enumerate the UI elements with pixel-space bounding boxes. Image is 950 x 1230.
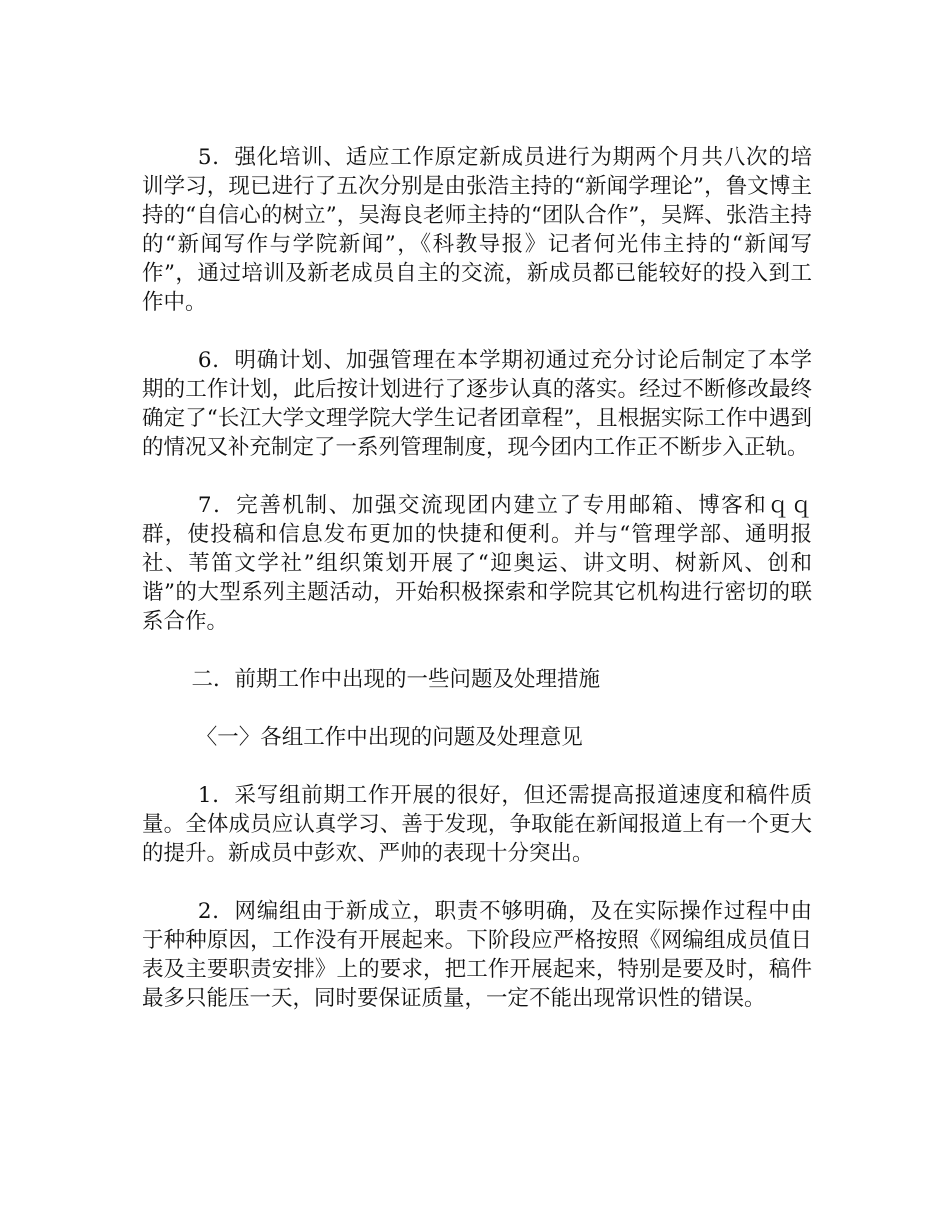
paragraph-mechanism: 7．完善机制、加强交流现团内建立了专用邮箱、博客和ｑｑ群，使投稿和信息发布更加的快捷和便利。并与“管理学部、通明报社、苇笛文学社”组织策划开展了“迎奥运、讲文明、树新风、创和谐”的大型系列主题活动，开始积极探索和学院其它机构进行密切的联系合作。 xyxy=(142,493,812,634)
paragraph-training: 5．强化培训、适应工作原定新成员进行为期两个月共八次的培训学习，现已进行了五次分别是由张浩主持的“新闻学理论”，鲁文博主持的“自信心的树立”，吴海良老师主持的“团队合作”，吴辉、张浩主持的“新闻写作与学院新闻”，《科教导报》记者何光伟主持的“新闻写作”，通过培训及新老成员自主的交流，新成员都已能较好的投入到工作中。 xyxy=(142,145,812,315)
section-heading: 二．前期工作中出现的一些问题及处理措施 xyxy=(191,667,600,692)
document-body xyxy=(142,143,812,1042)
paragraph-planning: 6．明确计划、加强管理在本学期初通过充分讨论后制定了本学期的工作计划，此后按计划进行了逐步认真的落实。经过不断修改最终确定了“长江大学文理学院大学生记者团章程”，且根据实际工作中遇到的情况又补充制定了一系列管理制度，现今团内工作正不断步入正轨。 xyxy=(142,348,812,460)
subsection-heading: 〈一〉各组工作中出现的问题及处理意见 xyxy=(195,725,583,750)
list-item-web-group: 2．网编组由于新成立，职责不够明确，及在实际操作过程中由于种种原因，工作没有开展起来。下阶段应严格按照《网编组成员值日表及主要职责安排》上的要求，把工作开展起来，特别是要及时，稿件最多只能压一天，同时要保证质量，一定不能出现常识性的错误。 xyxy=(142,899,812,1011)
list-item-writing-group: 1．采写组前期工作开展的很好，但还需提高报道速度和稿件质量。全体成员应认真学习、善于发现，争取能在新闻报道上有一个更大的提升。新成员中彭欢、严帅的表现十分突出。 xyxy=(142,783,812,866)
